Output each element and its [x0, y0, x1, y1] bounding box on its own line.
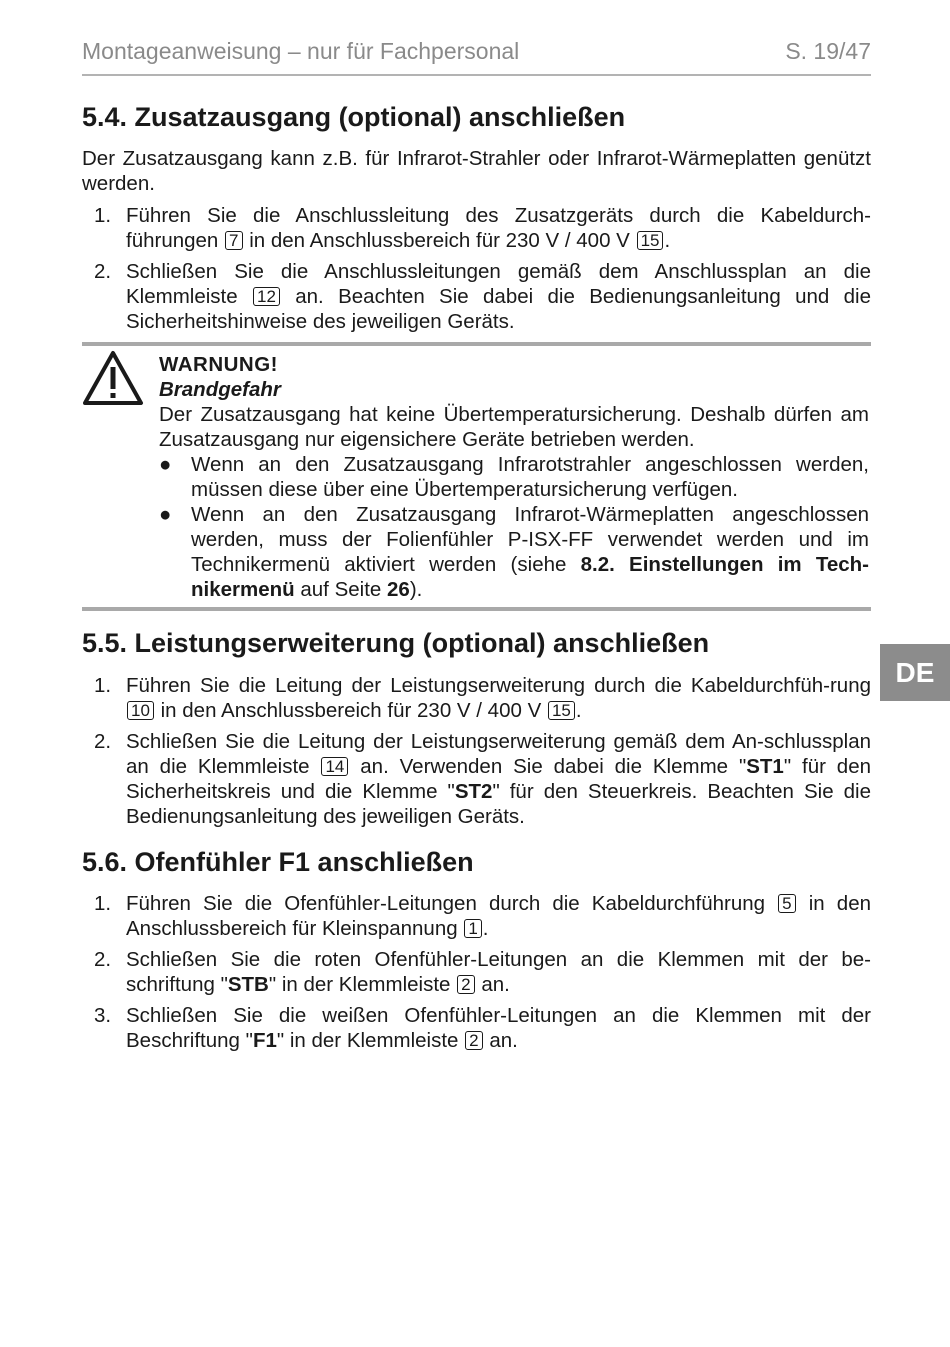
step-text: " für den Steuerkreis. Beachten Sie die Bedienungsanleitung des jeweiligen Geräts.	[126, 780, 871, 828]
component-ref: 7	[225, 231, 242, 250]
warning-bullets	[159, 452, 869, 602]
step-text: Schließen Sie die weißen Ofenfühler-Leitungen an die Klemmen mit der Beschriftung "	[126, 1004, 871, 1052]
component-ref: 14	[321, 757, 348, 776]
component-ref: 5	[778, 894, 795, 913]
step-text: Führen Sie die Ofenfühler-Leitungen durch die Kabeldurchführung	[126, 892, 766, 915]
component-ref: 12	[253, 287, 280, 306]
page-number: S. 19/47	[785, 38, 871, 64]
list-item	[82, 203, 871, 253]
step-text: Schließen Sie die Anschlussleitungen gemäß dem Anschlussplan an die Klemmleiste	[126, 260, 871, 308]
step-number: 2.	[94, 260, 112, 283]
bullet-icon: ●	[159, 503, 172, 526]
list-item	[159, 502, 869, 602]
step-number: 1.	[94, 674, 112, 697]
list-item	[82, 1003, 871, 1053]
section-5-6-steps	[82, 891, 871, 1059]
warning-subtitle: Brandgefahr	[159, 378, 281, 401]
component-ref: 2	[457, 975, 474, 994]
warning-bottom-rule	[82, 607, 871, 611]
step-text: an.	[481, 973, 510, 996]
language-tab: DE	[880, 644, 950, 701]
document-title: Montageanweisung – nur für Fachpersonal	[82, 38, 520, 64]
component-ref: 15	[548, 701, 575, 720]
list-item	[82, 673, 871, 723]
bullet-icon: ●	[159, 453, 172, 476]
step-text: Führen Sie die Leitung der Leistungserweiterung durch die Kabeldurchfüh-rung	[126, 674, 871, 697]
terminal-label: ST1	[746, 755, 784, 778]
bullet-text: Wenn an den Zusatzausgang Infrarotstrahler angeschlossen werden, müssen diese über eine Übertemperatursicherung verfügen.	[191, 453, 869, 501]
step-text: an. Beachten Sie dabei die Bedienungsanleitung und die Sicherheitshinweise des jeweiligen Geräts.	[126, 285, 871, 333]
step-number: 2.	[94, 948, 112, 971]
step-number: 1.	[94, 892, 112, 915]
step-number: 1.	[94, 204, 112, 227]
page-header	[82, 38, 871, 65]
warning-text: Der Zusatzausgang hat keine Übertemperatursicherung. Deshalb dürfen am Zusatzausgang nur eigensichere Geräte betrieben werden.	[159, 403, 869, 451]
step-text: an.	[489, 1029, 518, 1052]
component-ref: 10	[127, 701, 154, 720]
warning-top-rule	[82, 342, 871, 346]
warning-box	[159, 352, 869, 602]
bullet-text: auf Seite	[300, 578, 382, 601]
warning-triangle-icon	[82, 350, 144, 406]
step-text: .	[482, 917, 489, 940]
list-item	[82, 729, 871, 829]
step-text: " in der Klemmleiste	[276, 1029, 459, 1052]
step-number: 3.	[94, 1004, 112, 1027]
list-item	[82, 947, 871, 997]
terminal-label: STB	[227, 973, 269, 996]
list-item	[159, 452, 869, 502]
step-text: in den Anschlussbereich für 230 V / 400 V	[160, 699, 542, 722]
header-divider	[82, 74, 871, 76]
section-5-4-steps	[82, 203, 871, 340]
step-text: " in der Klemmleiste	[268, 973, 451, 996]
section-5-5-steps	[82, 673, 871, 835]
cross-reference: 8.2. Einstellungen im Tech-nikermenü	[191, 553, 869, 601]
step-number: 2.	[94, 730, 112, 753]
section-5-6-heading: 5.6. Ofenfühler F1 anschließen	[82, 847, 474, 877]
component-ref: 15	[637, 231, 664, 250]
step-text: " für den Sicherheitskreis und die Klemme "	[126, 755, 872, 803]
step-text: an. Verwenden Sie dabei die Klemme "	[360, 755, 747, 778]
page-reference: 26	[387, 578, 410, 601]
step-text: .	[575, 699, 582, 722]
step-text: Schließen Sie die Leitung der Leistungserweiterung gemäß dem An-schlussplan an die Klemmleiste	[126, 730, 871, 778]
bullet-text: ).	[409, 578, 423, 601]
terminal-label: ST2	[454, 780, 493, 803]
step-text: Führen Sie die Anschlussleitung des Zusatzgeräts durch die Kabeldurch-führungen	[126, 204, 871, 252]
bullet-text: Wenn an den Zusatzausgang Infrarot-Wärmeplatten angeschlossen werden, muss der Folienfühler P-ISX-FF verwendet werden und im Technikermenü aktiviert werden (siehe	[191, 503, 869, 576]
step-text: Schließen Sie die roten Ofenfühler-Leitungen an die Klemmen mit der be-schriftung "	[126, 948, 871, 996]
terminal-label: F1	[252, 1029, 277, 1052]
step-text: in den Anschlussbereich für 230 V / 400 V	[249, 229, 630, 252]
warning-title: WARNUNG!	[159, 353, 279, 376]
list-item	[82, 891, 871, 941]
component-ref: 2	[465, 1031, 482, 1050]
section-5-4-heading: 5.4. Zusatzausgang (optional) anschließen	[82, 102, 626, 132]
list-item	[82, 259, 871, 334]
component-ref: 1	[464, 919, 481, 938]
step-text: in den Anschlussbereich für Kleinspannung	[126, 892, 871, 940]
section-5-4-intro: Der Zusatzausgang kann z.B. für Infrarot-Strahler oder Infrarot-Wärmeplatten genützt werden.	[82, 147, 871, 195]
step-text: .	[664, 229, 671, 252]
section-5-5-heading: 5.5. Leistungserweiterung (optional) anschließen	[82, 628, 710, 658]
